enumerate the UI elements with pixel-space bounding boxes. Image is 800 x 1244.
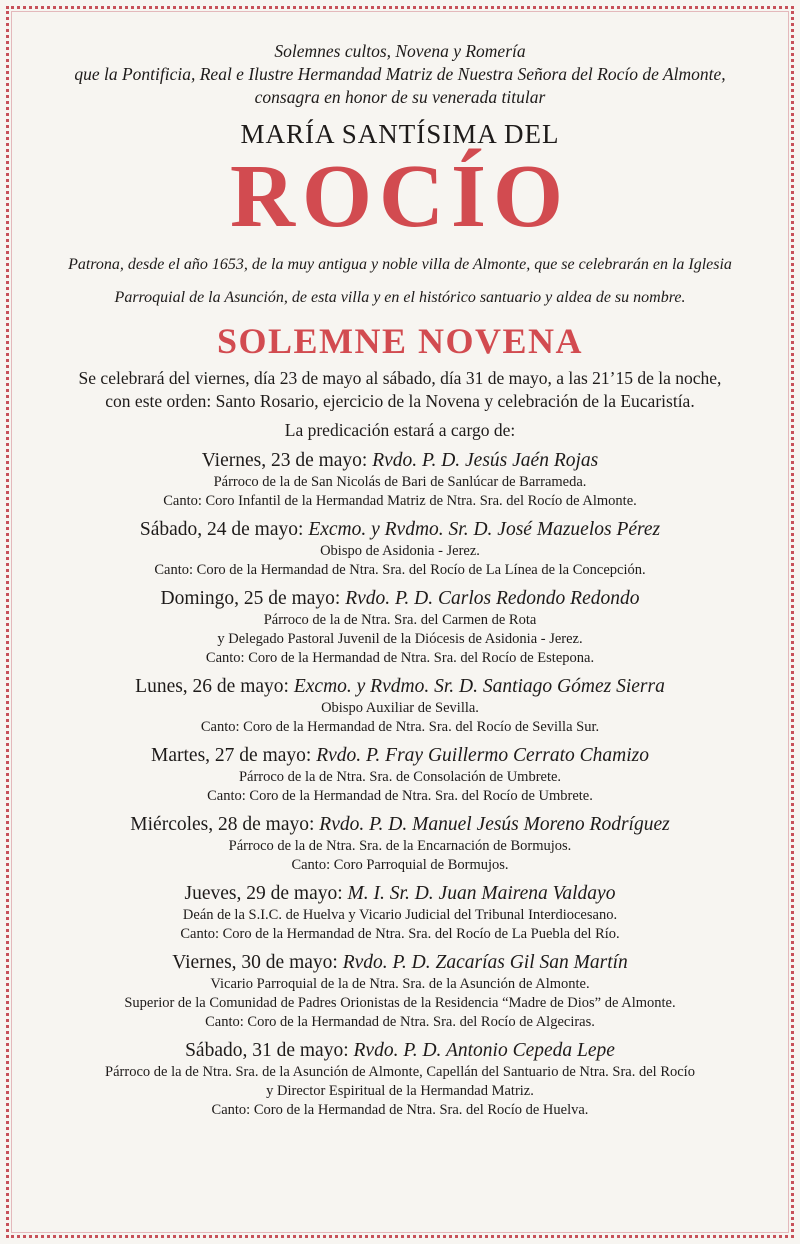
day-heading — [30, 587, 770, 611]
novena-schedule — [30, 449, 770, 1120]
day-detail-line: Párroco de la de Ntra. Sra. del Carmen de Rota — [263, 612, 537, 628]
flyer-content — [30, 40, 770, 1120]
day-entry — [30, 587, 770, 668]
day-heading — [30, 675, 770, 699]
day-detail-line: Canto: Coro de la Hermandad de Ntra. Sra. del Rocío de Sevilla Sur. — [200, 719, 600, 735]
section-title: SOLEMNE NOVENA — [216, 321, 584, 361]
day-heading — [30, 882, 770, 906]
day-preacher: Excmo. y Rvdmo. Sr. D. Santiago Gómez Sierra — [293, 676, 665, 697]
day-preacher: Rvdo. P. D. Jesús Jaén Rojas — [372, 450, 599, 471]
day-entry — [30, 675, 770, 737]
day-detail-line: Párroco de la de San Nicolás de Bari de Sanlúcar de Barrameda. — [213, 474, 587, 490]
day-date: Viernes, 23 de mayo: — [201, 450, 368, 471]
day-date: Domingo, 25 de mayo: — [160, 588, 341, 609]
day-detail-line: Obispo Auxiliar de Sevilla. — [321, 700, 479, 716]
day-heading — [30, 449, 770, 473]
day-entry — [30, 882, 770, 944]
main-title: ROCÍO — [229, 147, 571, 246]
day-preacher: Rvdo. P. D. Zacarías Gil San Martín — [342, 952, 628, 973]
day-detail-line: Canto: Coro Infantil de la Hermandad Matriz de Ntra. Sra. del Rocío de Almonte. — [163, 493, 637, 509]
day-detail-line: Canto: Coro de la Hermandad de Ntra. Sra. del Rocío de La Puebla del Río. — [180, 926, 620, 942]
day-detail-line: Canto: Coro de la Hermandad de Ntra. Sra. del Rocío de Huelva. — [211, 1102, 589, 1118]
day-date: Miércoles, 28 de mayo: — [130, 814, 315, 835]
day-preacher: Excmo. y Rvdmo. Sr. D. José Mazuelos Pérez — [308, 519, 661, 540]
day-detail-line: Párroco de la de Ntra. Sra. de la Encarnación de Bormujos. — [228, 838, 572, 854]
day-detail-line: Párroco de la de Ntra. Sra. de Consolación de Umbrete. — [238, 769, 562, 785]
day-entry — [30, 813, 770, 875]
day-entry — [30, 1039, 770, 1120]
day-entry — [30, 951, 770, 1032]
day-date: Viernes, 30 de mayo: — [172, 952, 338, 973]
intro-line: que la Pontificia, Real e Ilustre Hermandad Matriz de Nuestra Señora del Rocío de Almonte, — [74, 64, 726, 84]
day-detail-line: y Director Espiritual de la Hermandad Matriz. — [266, 1083, 534, 1099]
day-detail-line: Canto: Coro de la Hermandad de Ntra. Sra. del Rocío de Algeciras. — [205, 1014, 595, 1030]
day-heading — [30, 813, 770, 837]
patrona-line: Patrona, desde el año 1653, de la muy antigua y noble villa de Almonte, que se celebrarán en la Iglesia — [68, 256, 732, 273]
day-date: Sábado, 24 de mayo: — [139, 519, 304, 540]
day-date: Lunes, 26 de mayo: — [135, 676, 289, 697]
day-entry — [30, 518, 770, 580]
day-date: Sábado, 31 de mayo: — [185, 1040, 349, 1061]
day-date: Jueves, 29 de mayo: — [184, 883, 343, 904]
day-detail-line: Vicario Parroquial de la de Ntra. Sra. de la Asunción de Almonte. — [210, 976, 590, 992]
preaching-intro: La predicación estará a cargo de: — [284, 420, 516, 440]
day-preacher: Rvdo. P. D. Manuel Jesús Moreno Rodríguez — [319, 814, 670, 835]
day-detail-line: y Delegado Pastoral Juvenil de la Diócesis de Asidonia - Jerez. — [217, 631, 583, 647]
day-detail-line: Canto: Coro de la Hermandad de Ntra. Sra. del Rocío de Umbrete. — [207, 788, 593, 804]
day-detail-line: Obispo de Asidonia - Jerez. — [320, 543, 480, 559]
day-entry — [30, 744, 770, 806]
subtitle: MARÍA SANTÍSIMA DEL — [240, 119, 560, 149]
day-heading — [30, 951, 770, 975]
day-preacher: Rvdo. P. D. Antonio Cepeda Lepe — [353, 1040, 615, 1061]
day-entry — [30, 449, 770, 511]
day-detail-line: Canto: Coro de la Hermandad de Ntra. Sra. del Rocío de Estepona. — [205, 650, 595, 666]
day-heading — [30, 744, 770, 768]
day-detail-line: Canto: Coro de la Hermandad de Ntra. Sra. del Rocío de La Línea de la Concepción. — [154, 562, 646, 578]
day-preacher: Rvdo. P. Fray Guillermo Cerrato Chamizo — [316, 745, 649, 766]
patrona-line: Parroquial de la Asunción, de esta villa y en el histórico santuario y aldea de su nombre. — [114, 289, 686, 306]
day-heading — [30, 1039, 770, 1063]
intro-line: consagra en honor de su venerada titular — [254, 87, 546, 107]
day-preacher: Rvdo. P. D. Carlos Redondo Redondo — [345, 588, 640, 609]
day-preacher: M. I. Sr. D. Juan Mairena Valdayo — [347, 883, 616, 904]
day-date: Martes, 27 de mayo: — [151, 745, 312, 766]
description-line: con este orden: Santo Rosario, ejercicio de la Novena y celebración de la Eucaristía. — [105, 391, 695, 411]
day-detail-line: Deán de la S.I.C. de Huelva y Vicario Judicial del Tribunal Interdiocesano. — [182, 907, 618, 923]
day-heading — [30, 518, 770, 542]
description-line: Se celebrará del viernes, día 23 de mayo al sábado, día 31 de mayo, a las 21’15 de la noche, — [78, 368, 722, 388]
day-detail-line: Párroco de la de Ntra. Sra. de la Asunción de Almonte, Capellán del Santuario de Ntra. Sra. del Rocío — [105, 1064, 695, 1080]
intro-line: Solemnes cultos, Novena y Romería — [274, 41, 526, 61]
day-detail-line: Superior de la Comunidad de Padres Orionistas de la Residencia “Madre de Dios” de Almonte. — [124, 995, 676, 1011]
day-detail-line: Canto: Coro Parroquial de Bormujos. — [291, 857, 509, 873]
